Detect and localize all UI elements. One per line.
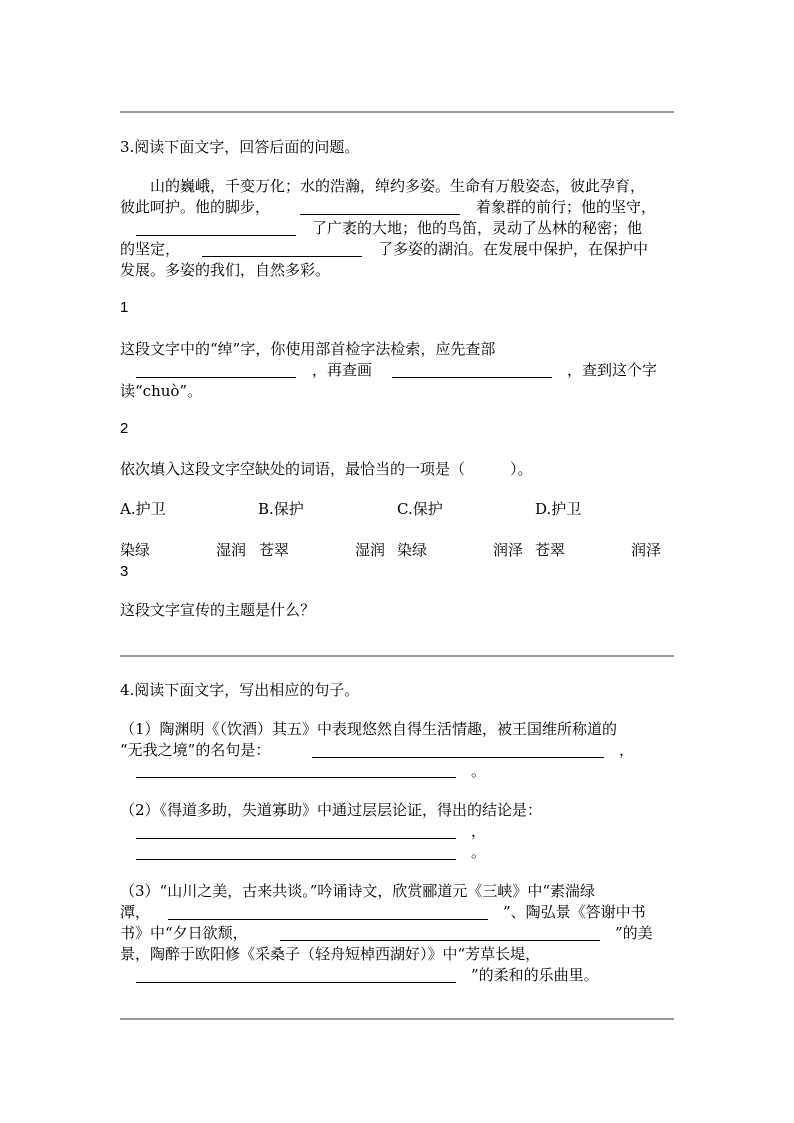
q3-sub1-line-1: 这段文字中的“绰”字，你使用部首检字法检索，应先查部 xyxy=(120,340,496,358)
q4-item2-blank-2[interactable] xyxy=(136,859,456,860)
q4-item3-line-2b: ”、陶弘景《答谢中书 xyxy=(503,903,646,921)
q3-sub1-number: 1 xyxy=(120,299,129,316)
q3-sub3-prompt: 这段文字宣传的主题是什么？ xyxy=(120,601,316,619)
q4-item1-blank-1[interactable] xyxy=(312,757,604,758)
q4-item3-line-2a: 潭， xyxy=(120,903,151,921)
q3-sub2-number: 2 xyxy=(120,420,129,437)
option-b-word-1: 苍翠 xyxy=(259,541,290,559)
q3-sub1-line-3: 读“chuò”。 xyxy=(120,382,203,400)
q4-item2-comma: ， xyxy=(471,822,487,840)
option-b-word-2: 湿润 xyxy=(355,541,386,559)
q3-sub1-line-2b: ，查到这个字 xyxy=(567,361,658,379)
q3-passage-line-5: 发展。多姿的我们，自然多彩。 xyxy=(120,261,331,279)
q3-sub1-blank-strokes[interactable] xyxy=(392,377,552,378)
q4-item3-line-5: ”的柔和的乐曲里。 xyxy=(471,966,599,984)
middle-divider xyxy=(120,655,674,657)
top-divider xyxy=(120,111,674,113)
q3-blank-3[interactable] xyxy=(202,256,362,257)
bottom-divider xyxy=(120,1018,674,1020)
q4-item1-comma: ， xyxy=(619,741,635,759)
option-c-word-1: 染绿 xyxy=(397,541,428,559)
option-b-label[interactable]: B.保护 xyxy=(258,500,304,518)
q4-item1-blank-2[interactable] xyxy=(136,777,456,778)
q4-item3-blank-1[interactable] xyxy=(168,919,488,920)
q3-passage-line-3: 了广袤的大地；他的鸟笛，灵动了丛林的秘密；他 xyxy=(312,219,643,237)
option-d-word-1: 苍翠 xyxy=(535,541,566,559)
q3-title: 3.阅读下面文字，回答后面的问题。 xyxy=(120,138,360,156)
q4-item3-line-3b: ”的美 xyxy=(615,924,653,942)
option-a-word-2: 湿润 xyxy=(216,541,247,559)
q4-item1-line-1: （1）陶渊明《（饮酒）其五》中表现悠然自得生活情趣，被王国维所称道的 xyxy=(120,720,618,738)
q4-item2-blank-1[interactable] xyxy=(136,838,456,839)
option-c-label[interactable]: C.保护 xyxy=(397,500,443,518)
q4-item2-period: 。 xyxy=(471,843,487,861)
q3-passage-line-2b: 着象群的前行；他的坚守， xyxy=(476,198,657,216)
option-d-label[interactable]: D.护卫 xyxy=(535,500,582,518)
q4-item3-blank-3[interactable] xyxy=(136,982,456,983)
q3-blank-2[interactable] xyxy=(136,235,296,236)
q4-item1-line-2: “无我之境”的名句是： xyxy=(120,741,271,759)
q3-blank-1[interactable] xyxy=(300,214,460,215)
q4-item1-period: 。 xyxy=(471,762,487,780)
option-d-word-2: 润泽 xyxy=(631,541,662,559)
q3-passage-line-2a: 彼此呵护。他的脚步， xyxy=(120,198,271,216)
option-a-label[interactable]: A.护卫 xyxy=(120,500,166,518)
q3-passage-line-1: 山的巍峨，千变万化；水的浩瀚，绰约多姿。生命有万般姿态，彼此孕育， xyxy=(150,177,646,195)
q3-sub1-blank-radical[interactable] xyxy=(136,377,296,378)
q3-passage-line-4b: 了多姿的湖泊。在发展中保护，在保护中 xyxy=(378,240,649,258)
q4-item3-blank-2[interactable] xyxy=(280,940,600,941)
q3-sub3-number: 3 xyxy=(120,563,129,580)
q4-title: 4.阅读下面文字，写出相应的句子。 xyxy=(120,681,360,699)
q4-item3-line-3a: 书》中“夕日欲颓， xyxy=(120,924,248,942)
q4-item3-line-4: 景，陶醉于欧阳修《采桑子（轻舟短棹西湖好）》中“芳草长堤， xyxy=(120,945,541,963)
q4-item2-line-1: （2）《得道多助，失道寡助》中通过层层论证，得出的结论是： xyxy=(120,801,543,819)
q3-passage-line-4a: 的坚定， xyxy=(120,240,181,258)
q3-sub2-prompt: 依次填入这段文字空缺处的词语，最恰当的一项是（ ）。 xyxy=(120,460,533,478)
option-c-word-2: 润泽 xyxy=(493,541,524,559)
q4-item3-line-1: （3）“山川之美，古来共谈。”吟诵诗文，欣赏郦道元《三峡》中“素湍绿 xyxy=(120,882,596,900)
q3-sub1-line-2a: ，再查画 xyxy=(312,361,373,379)
option-a-word-1: 染绿 xyxy=(120,541,151,559)
